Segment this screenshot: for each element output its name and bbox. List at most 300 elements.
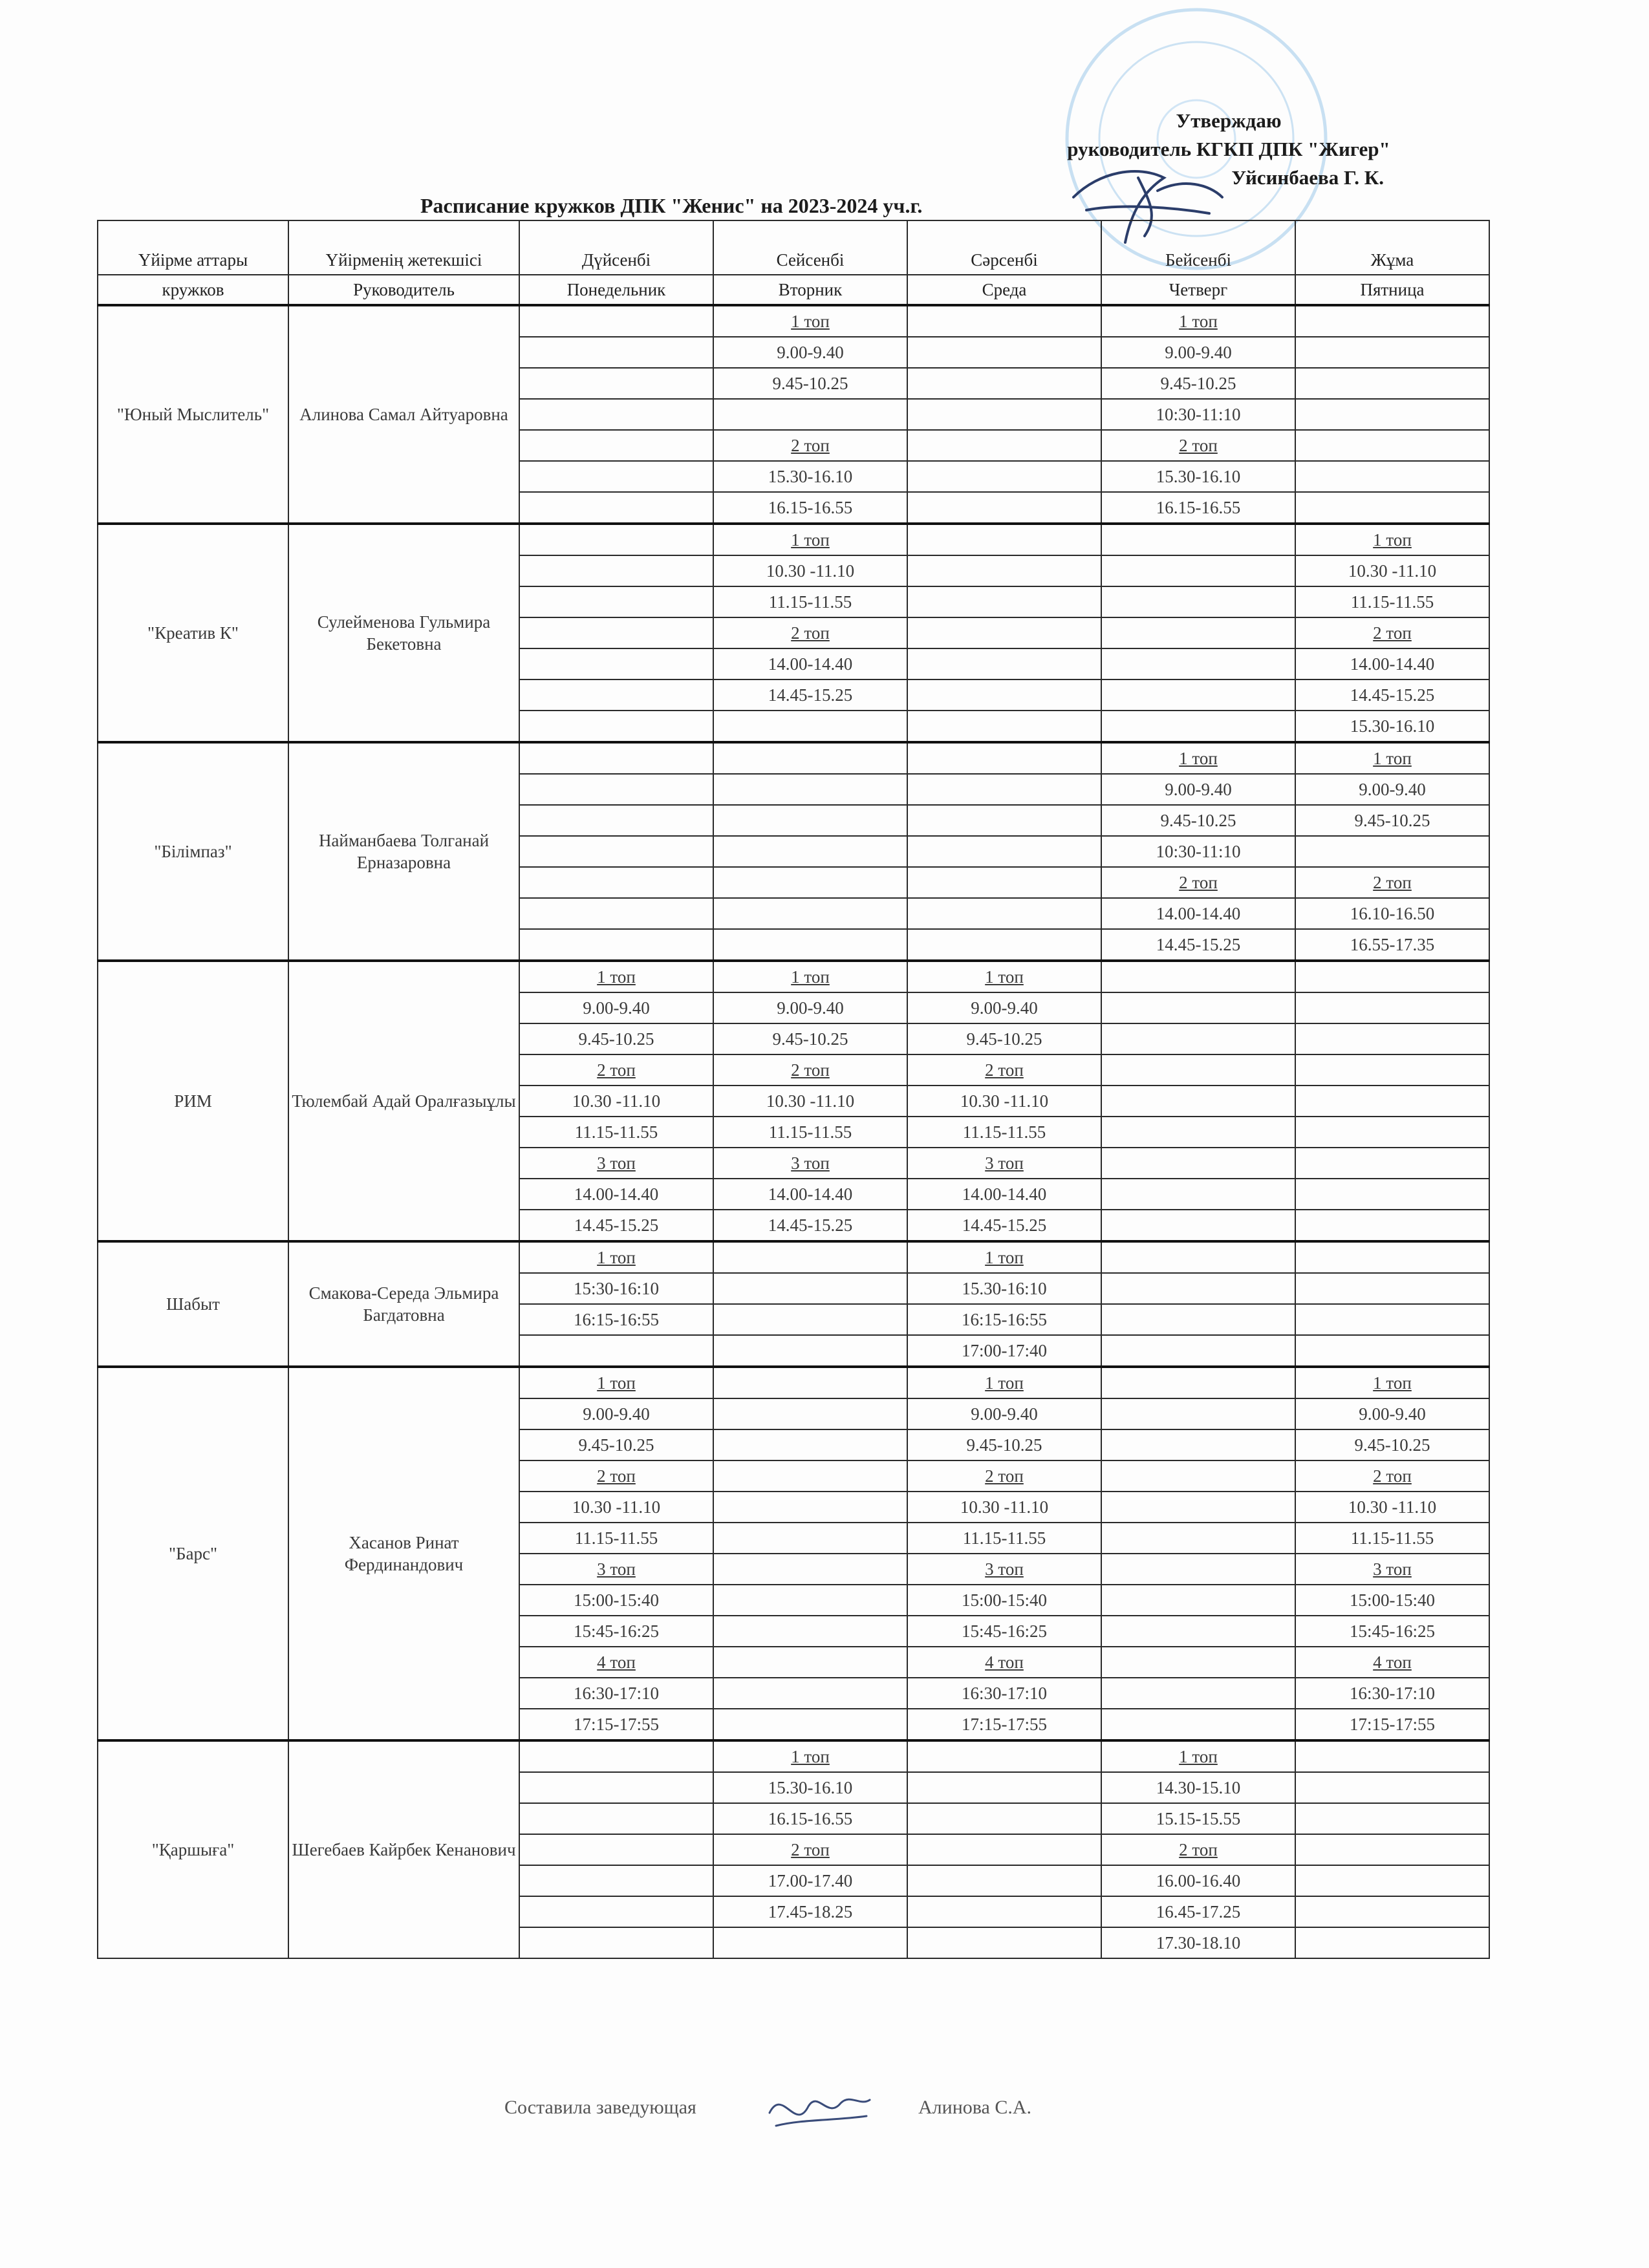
schedule-cell: 14.00-14.40 — [1295, 648, 1489, 679]
schedule-cell — [1295, 1054, 1489, 1086]
col-day-ru: Понедельник — [519, 275, 713, 305]
schedule-cell — [519, 368, 713, 399]
schedule-cell — [519, 1896, 713, 1927]
schedule-cell: 17:00-17:40 — [907, 1335, 1101, 1367]
schedule-cell: 1 топ — [1295, 1367, 1489, 1398]
schedule-cell: 17:15-17:55 — [519, 1709, 713, 1740]
schedule-cell: 11.15-11.55 — [1295, 1523, 1489, 1554]
schedule-cell — [1295, 1179, 1489, 1210]
schedule-cell — [907, 929, 1101, 961]
schedule-cell: 10.30 -11.10 — [519, 1086, 713, 1117]
schedule-cell: 9.45-10.25 — [907, 1023, 1101, 1054]
schedule-cell — [1295, 1241, 1489, 1273]
col-day-kz: Дүйсенбі — [519, 220, 713, 275]
schedule-cell: 10.30 -11.10 — [907, 1492, 1101, 1523]
schedule-cell — [1101, 1241, 1295, 1273]
schedule-cell — [907, 836, 1101, 867]
schedule-cell — [1295, 1865, 1489, 1896]
schedule-cell — [1101, 1304, 1295, 1335]
schedule-cell — [907, 1803, 1101, 1834]
schedule-cell — [1101, 992, 1295, 1023]
schedule-cell: 16.45-17.25 — [1101, 1896, 1295, 1927]
schedule-cell: 14.45-15.25 — [1295, 679, 1489, 711]
club-leader: Тюлембай Адай Оралғазыұлы — [288, 961, 519, 1241]
schedule-cell: 15:30-16:10 — [519, 1273, 713, 1304]
schedule-cell — [713, 836, 907, 867]
schedule-cell — [713, 1335, 907, 1367]
schedule-cell — [1295, 399, 1489, 430]
club-leader: Шегебаев Кайрбек Кенанович — [288, 1740, 519, 1958]
schedule-cell — [1101, 555, 1295, 586]
schedule-cell — [1101, 1616, 1295, 1647]
schedule-cell: 1 топ — [1101, 1740, 1295, 1772]
schedule-cell — [1295, 1896, 1489, 1927]
schedule-cell: 2 топ — [713, 617, 907, 648]
schedule-cell: 16:30-17:10 — [907, 1678, 1101, 1709]
schedule-cell: 16.00-16.40 — [1101, 1865, 1295, 1896]
col-day-ru: Четверг — [1101, 275, 1295, 305]
schedule-cell — [1101, 1585, 1295, 1616]
schedule-cell — [907, 305, 1101, 337]
schedule-cell: 9.45-10.25 — [1295, 1429, 1489, 1460]
schedule-cell — [519, 711, 713, 742]
schedule-cell — [713, 1460, 907, 1492]
schedule-cell: 14.00-14.40 — [713, 1179, 907, 1210]
schedule-cell: 14.45-15.25 — [907, 1210, 1101, 1241]
schedule-cell — [1295, 492, 1489, 524]
schedule-cell: 10.30 -11.10 — [519, 1492, 713, 1523]
schedule-cell — [1101, 1709, 1295, 1740]
schedule-cell — [713, 1647, 907, 1678]
schedule-cell — [1295, 1117, 1489, 1148]
schedule-cell: 9.00-9.40 — [713, 992, 907, 1023]
schedule-cell: 14.45-15.25 — [519, 1210, 713, 1241]
schedule-cell — [519, 648, 713, 679]
schedule-cell — [1101, 648, 1295, 679]
schedule-cell — [519, 492, 713, 524]
schedule-cell — [1295, 992, 1489, 1023]
schedule-cell — [1101, 961, 1295, 992]
schedule-cell: 9.00-9.40 — [713, 337, 907, 368]
schedule-cell — [1295, 1772, 1489, 1803]
schedule-cell — [519, 1834, 713, 1865]
schedule-cell — [713, 1616, 907, 1647]
schedule-cell — [907, 711, 1101, 742]
schedule-cell — [1295, 1740, 1489, 1772]
schedule-cell: 10.30 -11.10 — [907, 1086, 1101, 1117]
schedule-cell — [1101, 711, 1295, 742]
col-day-ru: Вторник — [713, 275, 907, 305]
schedule-cell: 9.45-10.25 — [907, 1429, 1101, 1460]
club-name: Шабыт — [98, 1241, 288, 1367]
schedule-cell: 16.10-16.50 — [1295, 898, 1489, 929]
schedule-cell: 1 топ — [1101, 742, 1295, 774]
schedule-cell — [907, 586, 1101, 617]
footer — [504, 2097, 1032, 2119]
document-title: Расписание кружков ДПК "Женис" на 2023-2024 уч.г. — [420, 194, 923, 217]
schedule-cell: 9.45-10.25 — [519, 1429, 713, 1460]
schedule-cell: 9.45-10.25 — [1295, 805, 1489, 836]
schedule-cell: 11.15-11.55 — [713, 586, 907, 617]
schedule-cell — [519, 524, 713, 555]
schedule-cell — [1101, 1054, 1295, 1086]
schedule-cell: 9.00-9.40 — [1101, 774, 1295, 805]
approval-line-1: Утверждаю — [1176, 109, 1282, 132]
schedule-cell — [713, 867, 907, 898]
schedule-cell — [1295, 1834, 1489, 1865]
footer-name: Алинова С.А. — [918, 2097, 1032, 2118]
schedule-cell — [1295, 1086, 1489, 1117]
schedule-cell: 2 топ — [907, 1054, 1101, 1086]
schedule-cell — [1295, 1927, 1489, 1958]
schedule-cell — [713, 1678, 907, 1709]
schedule-cell: 2 топ — [1295, 1460, 1489, 1492]
schedule-cell: 16.15-16.55 — [713, 1803, 907, 1834]
col-day-ru: Среда — [907, 275, 1101, 305]
schedule-cell — [907, 399, 1101, 430]
schedule-cell — [907, 337, 1101, 368]
schedule-cell: 16.55-17.35 — [1295, 929, 1489, 961]
schedule-cell — [519, 1803, 713, 1834]
schedule-cell — [519, 742, 713, 774]
schedule-cell: 15.30-16.10 — [1101, 461, 1295, 492]
col-day-ru: Пятница — [1295, 275, 1489, 305]
schedule-cell — [1101, 1460, 1295, 1492]
approval-line-2: руководитель КГКП ДПК "Жигер" — [1067, 138, 1390, 160]
schedule-cell — [519, 337, 713, 368]
schedule-cell: 10:30-11:10 — [1101, 399, 1295, 430]
schedule-cell — [1295, 1335, 1489, 1367]
col-day-kz: Сейсенбі — [713, 220, 907, 275]
schedule-cell — [519, 586, 713, 617]
schedule-cell: 10.30 -11.10 — [713, 1086, 907, 1117]
schedule-cell — [519, 1740, 713, 1772]
schedule-cell — [713, 1398, 907, 1429]
schedule-cell — [713, 805, 907, 836]
schedule-cell: 17.45-18.25 — [713, 1896, 907, 1927]
schedule-cell — [1295, 1148, 1489, 1179]
schedule-cell: 1 топ — [1295, 742, 1489, 774]
schedule-cell: 17.30-18.10 — [1101, 1927, 1295, 1958]
table-row — [98, 524, 1489, 555]
schedule-cell — [907, 617, 1101, 648]
schedule-cell: 1 топ — [1101, 305, 1295, 337]
schedule-cell — [1101, 1367, 1295, 1398]
schedule-cell — [519, 461, 713, 492]
schedule-cell: 4 топ — [907, 1647, 1101, 1678]
schedule-cell: 9.00-9.40 — [1295, 1398, 1489, 1429]
schedule-cell — [907, 1865, 1101, 1896]
schedule-cell: 15.30-16.10 — [1295, 711, 1489, 742]
schedule-cell — [713, 929, 907, 961]
schedule-cell — [1101, 1023, 1295, 1054]
schedule-cell — [713, 1585, 907, 1616]
schedule-cell — [519, 836, 713, 867]
schedule-cell: 15:45-16:25 — [519, 1616, 713, 1647]
schedule-cell: 15.30-16.10 — [713, 461, 907, 492]
schedule-cell — [1101, 1335, 1295, 1367]
schedule-cell: 9.00-9.40 — [519, 992, 713, 1023]
schedule-cell: 15:45-16:25 — [907, 1616, 1101, 1647]
club-name: "Юный Мыслитель" — [98, 305, 288, 524]
schedule-cell: 11.15-11.55 — [519, 1523, 713, 1554]
schedule-cell — [1101, 617, 1295, 648]
schedule-cell — [1101, 1523, 1295, 1554]
schedule-cell — [1295, 1210, 1489, 1241]
schedule-cell — [519, 305, 713, 337]
schedule-cell: 9.45-10.25 — [1101, 805, 1295, 836]
schedule-cell: 14.45-15.25 — [713, 1210, 907, 1241]
col-day-kz: Сәрсенбі — [907, 220, 1101, 275]
schedule-cell: 17:15-17:55 — [1295, 1709, 1489, 1740]
schedule-cell: 3 топ — [907, 1554, 1101, 1585]
schedule-cell — [907, 648, 1101, 679]
schedule-cell: 2 топ — [713, 1054, 907, 1086]
schedule-cell: 2 топ — [519, 1054, 713, 1086]
schedule-cell — [519, 555, 713, 586]
schedule-cell — [1101, 679, 1295, 711]
schedule-cell: 16:30-17:10 — [1295, 1678, 1489, 1709]
header-row-ru — [98, 275, 1489, 305]
schedule-cell: 15.30-16:10 — [907, 1273, 1101, 1304]
schedule-cell: 17:15-17:55 — [907, 1709, 1101, 1740]
schedule-cell: 2 топ — [907, 1460, 1101, 1492]
schedule-cell: 14.00-14.40 — [907, 1179, 1101, 1210]
schedule-cell — [907, 1927, 1101, 1958]
schedule-cell — [713, 898, 907, 929]
schedule-cell — [1101, 1429, 1295, 1460]
club-name: "Креатив К" — [98, 524, 288, 742]
schedule-cell: 15:45-16:25 — [1295, 1616, 1489, 1647]
schedule-cell — [1295, 1273, 1489, 1304]
schedule-cell: 15.15-15.55 — [1101, 1803, 1295, 1834]
schedule-cell — [1295, 305, 1489, 337]
schedule-cell: 14.45-15.25 — [1101, 929, 1295, 961]
schedule-cell — [907, 368, 1101, 399]
schedule-cell: 14.45-15.25 — [713, 679, 907, 711]
schedule-cell: 9.45-10.25 — [713, 368, 907, 399]
schedule-cell: 1 топ — [713, 1740, 907, 1772]
schedule-cell — [713, 1554, 907, 1585]
footer-label: Составила заведующая — [504, 2097, 696, 2118]
schedule-cell — [713, 711, 907, 742]
club-name: "Қаршыға" — [98, 1740, 288, 1958]
schedule-cell: 14.30-15.10 — [1101, 1772, 1295, 1803]
schedule-cell: 1 топ — [907, 1367, 1101, 1398]
schedule-cell — [907, 867, 1101, 898]
table-row — [98, 305, 1489, 337]
schedule-cell — [1295, 461, 1489, 492]
schedule-cell: 9.00-9.40 — [1295, 774, 1489, 805]
schedule-cell: 3 топ — [1295, 1554, 1489, 1585]
schedule-cell: 2 топ — [1295, 617, 1489, 648]
schedule-cell: 9.00-9.40 — [1101, 337, 1295, 368]
schedule-cell: 15:00-15:40 — [907, 1585, 1101, 1616]
schedule-cell — [713, 399, 907, 430]
schedule-cell — [713, 742, 907, 774]
table-row — [98, 1367, 1489, 1398]
schedule-cell: 3 топ — [519, 1554, 713, 1585]
schedule-cell — [1101, 1554, 1295, 1585]
schedule-cell: 1 топ — [907, 961, 1101, 992]
club-leader: Смакова-Середа Эльмира Багдатовна — [288, 1241, 519, 1367]
schedule-cell — [713, 1927, 907, 1958]
schedule-cell: 1 топ — [519, 1367, 713, 1398]
schedule-cell — [907, 774, 1101, 805]
schedule-cell: 9.45-10.25 — [519, 1023, 713, 1054]
club-leader: Хасанов Ринат Фердинандович — [288, 1367, 519, 1740]
col-club-ru: кружков — [98, 275, 288, 305]
schedule-cell: 16.15-16.55 — [1101, 492, 1295, 524]
schedule-cell — [1295, 1304, 1489, 1335]
schedule-cell — [519, 867, 713, 898]
schedule-cell — [1101, 1086, 1295, 1117]
club-leader: Найманбаева Толганай Ерназаровна — [288, 742, 519, 961]
schedule-cell: 15.30-16.10 — [713, 1772, 907, 1803]
col-day-kz: Жұма — [1295, 220, 1489, 275]
schedule-cell: 10.30 -11.10 — [1295, 555, 1489, 586]
schedule-cell — [519, 774, 713, 805]
schedule-cell — [519, 1335, 713, 1367]
schedule-cell — [1101, 1647, 1295, 1678]
schedule-cell — [713, 774, 907, 805]
schedule-cell — [907, 492, 1101, 524]
schedule-table — [97, 220, 1490, 1959]
schedule-cell — [1101, 1678, 1295, 1709]
schedule-cell — [713, 1273, 907, 1304]
schedule-cell — [713, 1709, 907, 1740]
club-name: РИМ — [98, 961, 288, 1241]
schedule-cell: 11.15-11.55 — [907, 1523, 1101, 1554]
schedule-cell: 3 топ — [519, 1148, 713, 1179]
table-row — [98, 742, 1489, 774]
schedule-cell: 1 топ — [907, 1241, 1101, 1273]
schedule-cell: 2 топ — [1101, 867, 1295, 898]
schedule-cell: 2 топ — [1101, 1834, 1295, 1865]
compiler-signature — [763, 2081, 873, 2139]
schedule-cell — [907, 805, 1101, 836]
schedule-cell: 9.45-10.25 — [1101, 368, 1295, 399]
col-leader-kz: Үйірменің жетекшісі — [288, 220, 519, 275]
schedule-cell — [519, 617, 713, 648]
schedule-cell — [1101, 1179, 1295, 1210]
schedule-cell: 9.00-9.40 — [907, 992, 1101, 1023]
schedule-cell: 11.15-11.55 — [713, 1117, 907, 1148]
schedule-cell — [907, 524, 1101, 555]
schedule-cell — [907, 1740, 1101, 1772]
schedule-cell: 14.00-14.40 — [519, 1179, 713, 1210]
schedule-cell — [1101, 1398, 1295, 1429]
schedule-cell — [907, 430, 1101, 461]
schedule-cell: 1 топ — [713, 305, 907, 337]
schedule-cell: 2 топ — [1295, 867, 1489, 898]
schedule-cell: 4 топ — [519, 1647, 713, 1678]
schedule-cell: 16.15-16.55 — [713, 492, 907, 524]
schedule-cell — [519, 1772, 713, 1803]
schedule-cell — [1295, 368, 1489, 399]
schedule-cell — [907, 742, 1101, 774]
col-leader-ru: Руководитель — [288, 275, 519, 305]
approval-line-3: Уйсинбаева Г. К. — [1231, 166, 1384, 189]
club-leader: Алинова Самал Айтуаровна — [288, 305, 519, 524]
schedule-body — [98, 305, 1489, 1958]
schedule-cell — [1101, 1273, 1295, 1304]
schedule-cell: 11.15-11.55 — [1295, 586, 1489, 617]
schedule-cell: 14.00-14.40 — [713, 648, 907, 679]
schedule-cell — [1101, 1117, 1295, 1148]
schedule-cell: 3 топ — [907, 1148, 1101, 1179]
schedule-cell — [1101, 524, 1295, 555]
schedule-cell — [1101, 1210, 1295, 1241]
schedule-cell — [713, 1492, 907, 1523]
schedule-cell: 15:00-15:40 — [519, 1585, 713, 1616]
schedule-cell: 2 топ — [713, 430, 907, 461]
schedule-cell: 1 топ — [713, 524, 907, 555]
schedule-cell — [519, 805, 713, 836]
schedule-cell — [1295, 1023, 1489, 1054]
schedule-cell: 15:00-15:40 — [1295, 1585, 1489, 1616]
schedule-cell — [519, 898, 713, 929]
schedule-cell — [713, 1304, 907, 1335]
table-row — [98, 1740, 1489, 1772]
schedule-cell — [907, 898, 1101, 929]
schedule-cell: 2 топ — [713, 1834, 907, 1865]
schedule-cell — [519, 929, 713, 961]
col-club-kz: Үйірме аттары — [98, 220, 288, 275]
schedule-cell — [907, 1834, 1101, 1865]
schedule-cell — [1295, 430, 1489, 461]
schedule-cell — [1101, 1492, 1295, 1523]
schedule-cell: 1 топ — [519, 1241, 713, 1273]
schedule-cell — [519, 1927, 713, 1958]
schedule-cell: 2 топ — [1101, 430, 1295, 461]
club-leader: Сулейменова Гульмира Бекетовна — [288, 524, 519, 742]
schedule-cell: 1 топ — [713, 961, 907, 992]
schedule-cell: 9.00-9.40 — [907, 1398, 1101, 1429]
schedule-cell — [907, 1772, 1101, 1803]
schedule-cell — [713, 1367, 907, 1398]
club-name: "Білімпаз" — [98, 742, 288, 961]
schedule-cell — [907, 1896, 1101, 1927]
schedule-cell: 16:30-17:10 — [519, 1678, 713, 1709]
schedule-cell: 1 топ — [1295, 524, 1489, 555]
schedule-cell — [1101, 586, 1295, 617]
schedule-cell: 17.00-17.40 — [713, 1865, 907, 1896]
table-row — [98, 1241, 1489, 1273]
table-row — [98, 961, 1489, 992]
schedule-cell: 2 топ — [519, 1460, 713, 1492]
schedule-cell — [1101, 1148, 1295, 1179]
schedule-cell — [907, 461, 1101, 492]
schedule-cell — [713, 1241, 907, 1273]
schedule-cell: 10.30 -11.10 — [713, 555, 907, 586]
schedule-cell — [713, 1523, 907, 1554]
schedule-cell: 10:30-11:10 — [1101, 836, 1295, 867]
schedule-cell: 16:15-16:55 — [907, 1304, 1101, 1335]
schedule-cell — [519, 399, 713, 430]
schedule-cell — [1295, 1803, 1489, 1834]
schedule-cell — [1295, 337, 1489, 368]
schedule-cell — [519, 430, 713, 461]
header-row-kz — [98, 220, 1489, 275]
schedule-cell: 4 топ — [1295, 1647, 1489, 1678]
schedule-cell: 9.45-10.25 — [713, 1023, 907, 1054]
schedule-cell — [907, 555, 1101, 586]
schedule-cell: 1 топ — [519, 961, 713, 992]
col-day-kz: Бейсенбі — [1101, 220, 1295, 275]
schedule-cell — [907, 679, 1101, 711]
schedule-cell: 11.15-11.55 — [519, 1117, 713, 1148]
